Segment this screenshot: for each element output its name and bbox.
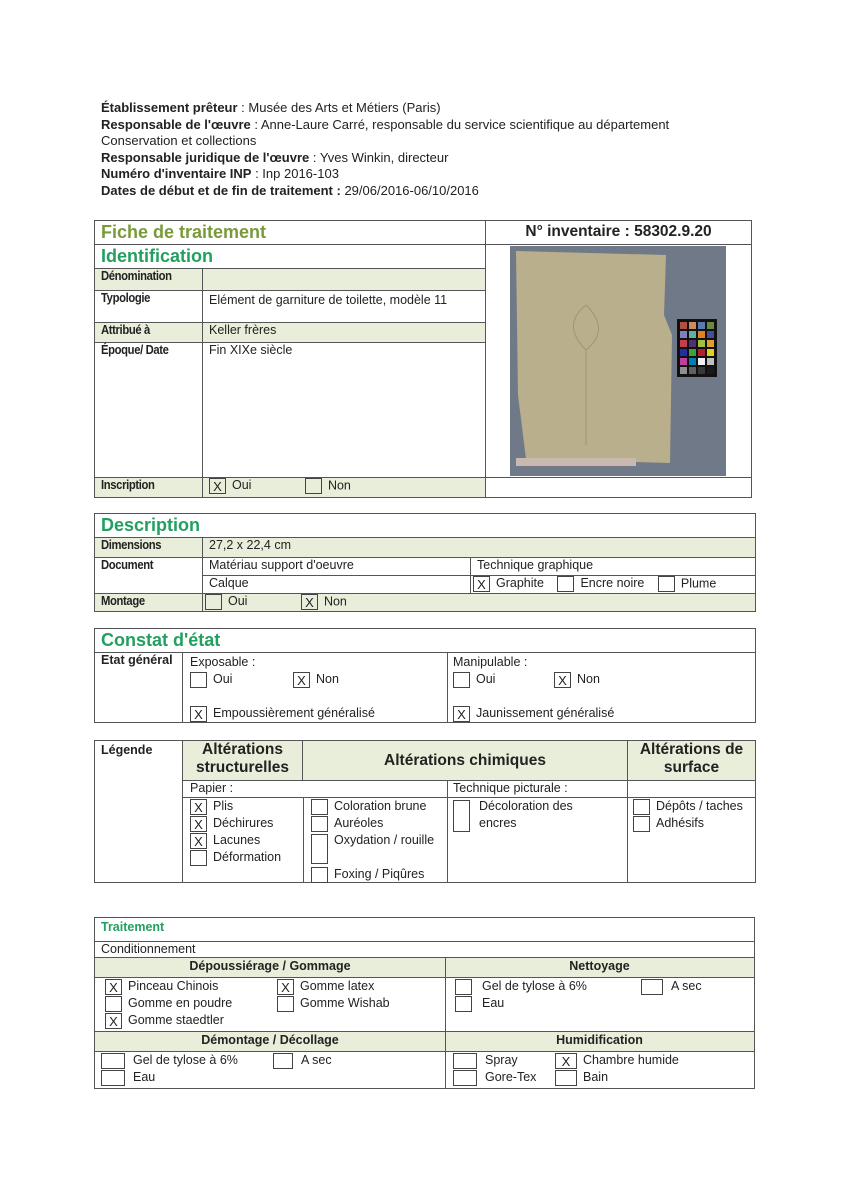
nettoyage-header: Nettoyage xyxy=(569,959,630,973)
pinceau-chinois-checkbox[interactable]: X xyxy=(105,979,122,995)
checkbox-label: A sec xyxy=(671,979,702,993)
materiau-label: Matériau support d'oeuvre xyxy=(203,558,471,576)
description-heading: Description xyxy=(95,514,756,538)
checkbox-label: Auréoles xyxy=(334,816,384,830)
plume-checkbox[interactable] xyxy=(658,576,675,592)
depots-checkbox[interactable] xyxy=(633,799,650,815)
demontage-eau-checkbox[interactable] xyxy=(101,1070,125,1086)
montage-non-checkbox[interactable]: X xyxy=(301,594,318,610)
technique-options xyxy=(471,576,756,594)
checkbox-label: Bain xyxy=(583,1070,609,1084)
gomme-latex-checkbox[interactable]: X xyxy=(277,979,294,995)
traitement-heading: Traitement xyxy=(101,920,165,934)
jaunissement-checkbox[interactable]: X xyxy=(453,706,470,722)
checkbox-label: Spray xyxy=(485,1053,518,1067)
lacunes-checkbox[interactable]: X xyxy=(190,833,207,849)
description-table xyxy=(94,513,756,612)
demontage-header: Démontage / Décollage xyxy=(201,1033,339,1047)
header-line xyxy=(101,166,669,183)
manipulable-non-checkbox[interactable]: X xyxy=(554,672,571,688)
row-label: Inscription xyxy=(101,478,155,492)
graphite-checkbox[interactable]: X xyxy=(473,576,490,592)
inventory-number: N° inventaire : 58302.9.20 xyxy=(486,221,752,245)
legende-label: Légende xyxy=(95,741,183,883)
row-label: Attribué à xyxy=(101,323,150,338)
dimensions-label xyxy=(95,538,203,558)
inscription-label xyxy=(95,478,203,498)
row-label: Typologie xyxy=(101,291,151,306)
checkbox-label: Oui xyxy=(228,594,248,609)
exposable-cell xyxy=(183,653,448,723)
checkbox-label: Adhésifs xyxy=(656,816,704,830)
papier-label: Papier : xyxy=(190,781,234,795)
checkbox-label: Foxing / Piqûres xyxy=(334,867,425,881)
humidification-header: Humidification xyxy=(556,1033,643,1047)
surface-header: Altérations de surface xyxy=(628,741,756,781)
checkbox-label: Chambre humide xyxy=(583,1053,679,1067)
checkbox-label: Oui xyxy=(232,478,252,493)
technique-picturale-label: Technique picturale : xyxy=(453,781,568,795)
header-value: Conservation et collections xyxy=(101,133,257,148)
attribue-label xyxy=(95,323,203,343)
exposable-non-checkbox[interactable]: X xyxy=(293,672,310,688)
checkbox-label: Eau xyxy=(482,996,505,1010)
checkbox-label: Déformation xyxy=(213,850,282,864)
chambre-humide-checkbox[interactable]: X xyxy=(555,1053,577,1069)
technique-label: Technique graphique xyxy=(471,558,756,576)
typologie-label xyxy=(95,291,203,323)
checkbox-label: Gore-Tex xyxy=(485,1070,537,1084)
checkbox-label: Coloration brune xyxy=(334,799,427,813)
checkbox-label: Oui xyxy=(476,672,496,686)
header-line xyxy=(101,150,669,167)
encre-noire-checkbox[interactable] xyxy=(557,576,574,592)
header-label: Établissement prêteur xyxy=(101,100,238,115)
header-label: Dates de début et de fin de traitement : xyxy=(101,182,341,198)
attribue-value: Keller frères xyxy=(203,323,486,343)
checkbox-label: Plis xyxy=(213,799,234,813)
checkbox-label: Non xyxy=(316,672,339,686)
checkbox-label: Non xyxy=(577,672,600,686)
legende-table xyxy=(94,740,756,883)
nettoyage-tylose-checkbox[interactable] xyxy=(455,979,472,995)
gore-tex-checkbox[interactable] xyxy=(453,1070,477,1086)
header-value: : Inp 2016-103 xyxy=(251,166,339,181)
plis-checkbox[interactable]: X xyxy=(190,799,207,815)
checkbox-label: Oui xyxy=(213,672,233,686)
exposable-oui-checkbox[interactable] xyxy=(190,672,207,688)
document-label xyxy=(95,558,203,594)
header-value: 29/06/2016-06/10/2016 xyxy=(340,182,479,198)
structurelles-header: Altérations structurelles xyxy=(183,741,303,781)
row-label: Époque/ Date xyxy=(101,343,169,358)
ruler xyxy=(516,458,636,466)
manipulable-oui-checkbox[interactable] xyxy=(453,672,470,688)
nettoyage-eau-checkbox[interactable] xyxy=(455,996,472,1012)
identification-heading: Identification xyxy=(95,245,486,269)
object-photo xyxy=(486,245,752,477)
gomme-poudre-checkbox[interactable] xyxy=(105,996,122,1012)
gomme-staedtler-checkbox[interactable]: X xyxy=(105,1013,122,1029)
identification-table xyxy=(94,220,752,498)
checkbox-label: Eau xyxy=(133,1070,156,1084)
constat-heading: Constat d'état xyxy=(95,629,756,653)
row-label: Document xyxy=(101,558,154,572)
constat-table xyxy=(94,628,756,723)
header-label: Numéro d'inventaire INP xyxy=(101,166,252,181)
manipulable-cell xyxy=(448,653,756,723)
row-label: Dimensions xyxy=(101,538,162,552)
checkbox-label: Jaunissement généralisé xyxy=(476,706,615,720)
checkbox-label: Dépôts / taches xyxy=(656,799,743,813)
demontage-tylose-checkbox[interactable] xyxy=(101,1053,125,1069)
coloration-checkbox[interactable] xyxy=(311,799,328,815)
checkbox-label: Pinceau Chinois xyxy=(128,979,219,993)
empoussierement-checkbox[interactable]: X xyxy=(190,706,207,722)
manipulable-label: Manipulable : xyxy=(453,655,528,669)
checkbox-label: Gomme latex xyxy=(300,979,375,993)
gomme-wishab-checkbox[interactable] xyxy=(277,996,294,1012)
oxydation-checkbox[interactable] xyxy=(311,834,328,864)
object-photo-cell xyxy=(486,245,752,478)
fiche-title: Fiche de traitement xyxy=(95,221,486,245)
checkbox-label: Gomme Wishab xyxy=(300,996,390,1010)
etat-general-label: Etat général xyxy=(95,653,183,723)
checkbox-label: Graphite xyxy=(496,576,544,591)
color-checker xyxy=(677,319,717,377)
montage-oui-checkbox[interactable] xyxy=(205,594,222,610)
decoloration-checkbox[interactable] xyxy=(453,800,470,832)
epoque-label xyxy=(95,343,203,478)
nettoyage-a-sec-checkbox[interactable] xyxy=(641,979,663,995)
checkbox-label: Décoloration des encres xyxy=(479,799,573,830)
exposable-label: Exposable : xyxy=(190,655,256,669)
header-value: : Anne-Laure Carré, responsable du service scientifique au département xyxy=(250,116,670,132)
checkbox-label: Oxydation / rouille xyxy=(334,833,435,847)
denomination-value xyxy=(203,269,486,291)
checkbox-label: Plume xyxy=(680,576,717,591)
traitement-table xyxy=(94,917,755,1089)
montage-options xyxy=(203,594,756,612)
materiau-value: Calque xyxy=(203,576,471,594)
empty-cell xyxy=(486,478,752,498)
chimiques-header: Altérations chimiques xyxy=(303,741,628,781)
dimensions-value: 27,2 x 22,4 cm xyxy=(203,538,756,558)
checkbox-label: Encre noire xyxy=(580,576,645,591)
row-label: Dénomination xyxy=(101,269,172,284)
checkbox-label: Gel de tylose à 6% xyxy=(482,979,587,993)
checkbox-label: Gel de tylose à 6% xyxy=(133,1053,238,1067)
header-line xyxy=(101,117,669,134)
header-line xyxy=(101,133,669,150)
typologie-value: Elément de garniture de toilette, modèle 11 xyxy=(203,291,486,323)
header-line xyxy=(101,100,669,117)
denomination-label xyxy=(95,269,203,291)
spray-checkbox[interactable] xyxy=(453,1053,477,1069)
adhesifs-checkbox[interactable] xyxy=(633,816,650,832)
depoussierage-header: Dépoussiérage / Gommage xyxy=(189,959,351,973)
montage-label xyxy=(95,594,203,612)
checkbox-label: Non xyxy=(327,478,351,493)
header-label: Responsable juridique de l'œuvre xyxy=(101,149,310,165)
foxing-checkbox[interactable] xyxy=(311,867,328,883)
checkbox-label: A sec xyxy=(301,1053,332,1067)
deformation-checkbox[interactable] xyxy=(190,850,207,866)
epoque-value: Fin XIXe siècle xyxy=(203,343,486,478)
checkbox-label: Déchirures xyxy=(213,816,274,830)
inscription-value xyxy=(203,478,486,498)
checkbox-label: Empoussièrement généralisé xyxy=(213,706,375,720)
header-label: Responsable de l'œuvre xyxy=(101,116,251,132)
bain-checkbox[interactable] xyxy=(555,1070,577,1086)
checkbox-label: Lacunes xyxy=(213,833,261,847)
checkbox-label: Gomme staedtler xyxy=(128,1013,224,1027)
header-value: : Musée des Arts et Métiers (Paris) xyxy=(237,100,441,115)
header-info xyxy=(101,100,669,199)
inscription-non-checkbox[interactable] xyxy=(305,478,322,494)
aureoles-checkbox[interactable] xyxy=(311,816,328,832)
header-value: : Yves Winkin, directeur xyxy=(309,149,449,165)
checkbox-label: Gomme en poudre xyxy=(128,996,233,1010)
conditionnement-label: Conditionnement xyxy=(101,942,196,956)
inscription-oui-checkbox[interactable]: X xyxy=(209,478,226,494)
demontage-a-sec-checkbox[interactable] xyxy=(273,1053,293,1069)
row-label: Montage xyxy=(101,594,145,608)
checkbox-label: Non xyxy=(323,594,347,609)
header-line xyxy=(101,183,669,200)
alterations-body xyxy=(183,781,756,883)
dechirures-checkbox[interactable]: X xyxy=(190,816,207,832)
